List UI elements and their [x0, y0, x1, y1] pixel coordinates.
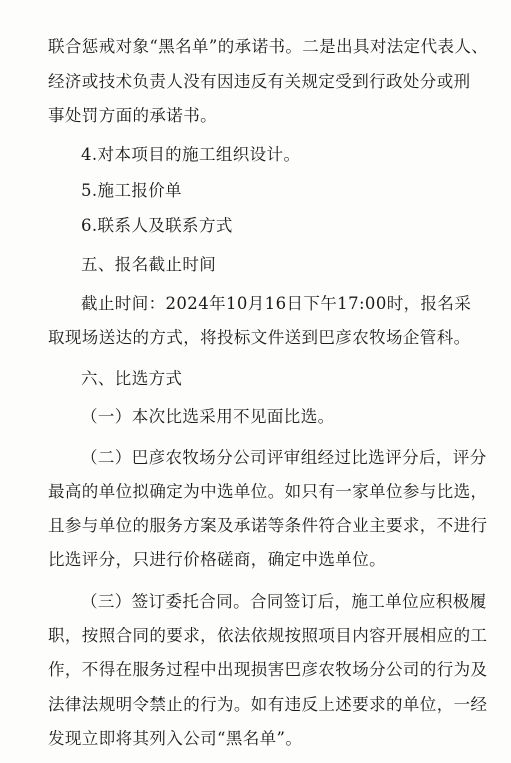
clause-2-line-1: （二）巴彦农牧场分公司评审组经过比选评分后，评分	[81, 448, 487, 467]
clause-3-line-2: 职，按照合同的要求，依法依规按照项目内容开展相应的工	[48, 626, 488, 645]
item-5: 5.施工报价单	[81, 181, 183, 200]
clause-2-line-4: 比选评分，只进行价格磋商，确定中选单位。	[48, 550, 386, 569]
paragraph-1-line-1: 联合惩戒对象“黑名单”的承诺书。二是出具对法定代表人、	[48, 37, 489, 56]
item-6: 6.联系人及联系方式	[81, 216, 233, 235]
clause-3-line-3: 作，不得在服务过程中出现损害巴彦农牧场分公司的行为及	[48, 660, 488, 679]
deadline-line-1: 截止时间：2024年10月16日下午17:00时，报名采	[81, 294, 472, 313]
clause-2-line-3: 且参与单位的服务方案及承诺等条件符合业主要求，不进行	[48, 516, 488, 535]
item-4: 4.对本项目的施工组织设计。	[81, 145, 301, 164]
clause-3-line-5: 发现立即将其列入公司“黑名单”。	[48, 729, 303, 748]
section-heading-6: 六、比选方式	[81, 369, 183, 388]
section-heading-5: 五、报名截止时间	[81, 255, 217, 274]
clause-1: （一）本次比选采用不见面比选。	[81, 407, 335, 426]
paragraph-1-line-3: 事处罚方面的承诺书。	[48, 106, 217, 125]
paragraph-1-line-2: 经济或技术负责人没有因违反有关规定受到行政处分或刑	[48, 72, 471, 91]
clause-2-line-2: 最高的单位拟确定为中选单位。如只有一家单位参与比选，	[48, 482, 488, 501]
clause-3-line-1: （三）签订委托合同。合同签订后，施工单位应积极履	[81, 592, 487, 611]
clause-3-line-4: 法律法规明令禁止的行为。如有违反上述要求的单位，一经	[48, 695, 488, 714]
deadline-line-2: 取现场送达的方式，将投标文件送到巴彦农牧场企管科。	[48, 328, 471, 347]
